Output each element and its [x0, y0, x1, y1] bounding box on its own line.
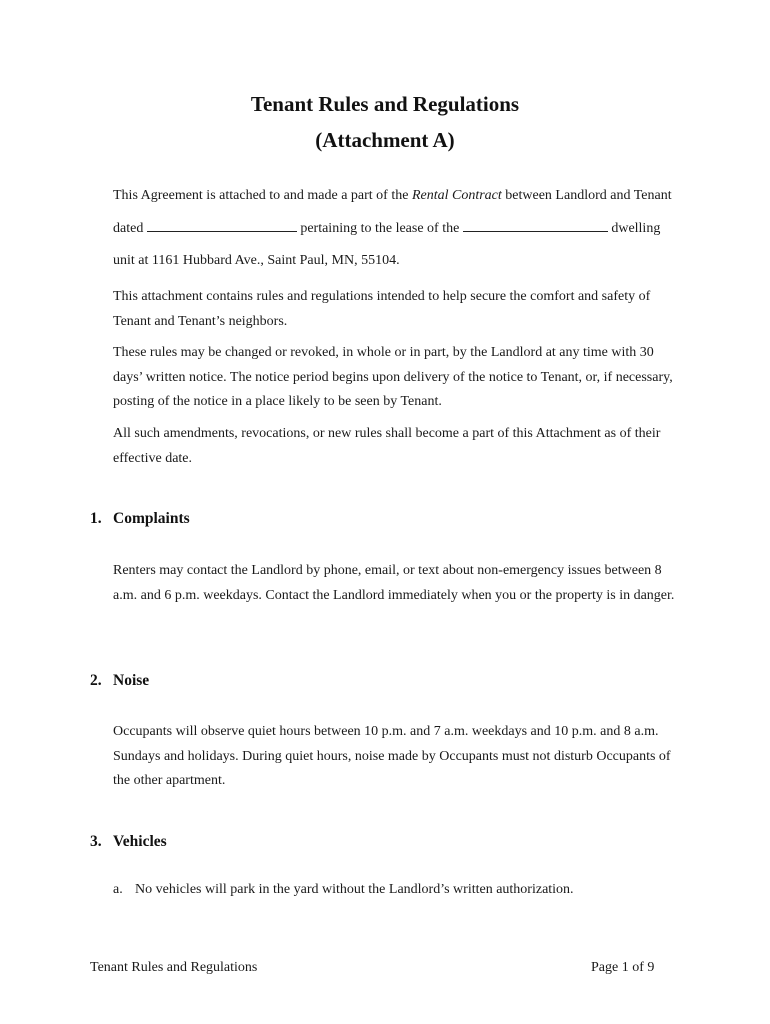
section-number: 2. — [90, 672, 102, 689]
complaints-paragraph: Renters may contact the Landlord by phone, email, or text about non-emergency issues between 8 a.m. and 6 p.m. weekdays. Contact the Landlord immediately when you or the property is in danger. — [113, 563, 675, 603]
attachment-paragraph: This attachment contains rules and regulations intended to help secure the comfort and safety of Tenant and Tenant’s neighbors. — [113, 289, 651, 329]
list-marker: a. — [113, 882, 123, 897]
section-title: Vehicles — [113, 833, 167, 850]
intro-text-3: pertaining to the lease of the — [296, 220, 463, 236]
unit-blank-field[interactable] — [463, 217, 608, 232]
section-heading-complaints — [90, 510, 190, 528]
date-blank-field[interactable] — [147, 217, 297, 232]
section-number: 1. — [90, 510, 102, 527]
rental-contract-text: Rental Contract — [411, 188, 502, 203]
page-subtitle: (Attachment A) — [315, 128, 455, 152]
list-item-text: No vehicles will park in the yard without the Landlord’s written authorization. — [135, 882, 574, 897]
page-title: Tenant Rules and Regulations — [250, 92, 520, 116]
amendments-paragraph: All such amendments, revocations, or new rules shall become a part of this Attachment as of their effective date. — [113, 426, 661, 466]
noise-paragraph: Occupants will observe quiet hours between 10 p.m. and 7 a.m. weekdays and 10 p.m. and 8 a.m. Sundays and holidays. During quiet hours, noise made by Occupants must not disturb Occupants of the other apartment. — [113, 724, 671, 788]
section-heading-vehicles — [90, 833, 167, 851]
section-title: Complaints — [113, 510, 190, 527]
section-title: Noise — [113, 672, 150, 689]
section-heading-noise — [90, 672, 149, 690]
intro-text-1: This Agreement is attached to and made a part of the — [113, 188, 412, 203]
section-number: 3. — [90, 833, 102, 850]
intro-text-2: between Landlord and Tenant dated — [113, 188, 672, 236]
changes-paragraph: These rules may be changed or revoked, in whole or in part, by the Landlord at any time with 30 days’ written notice. The notice period begins upon delivery of the notice to Tenant, or, if necessary, posting of the notice in a place likely to be seen by Tenant. — [113, 345, 673, 409]
intro-text-4: dwelling unit at 1161 Hubbard Ave., Saint Paul, MN, 55104. — [113, 220, 661, 268]
intro-paragraph — [113, 180, 683, 278]
page-number: Page 1 of 9 — [591, 960, 655, 975]
list-item — [113, 882, 574, 898]
footer-title: Tenant Rules and Regulations — [90, 960, 258, 975]
